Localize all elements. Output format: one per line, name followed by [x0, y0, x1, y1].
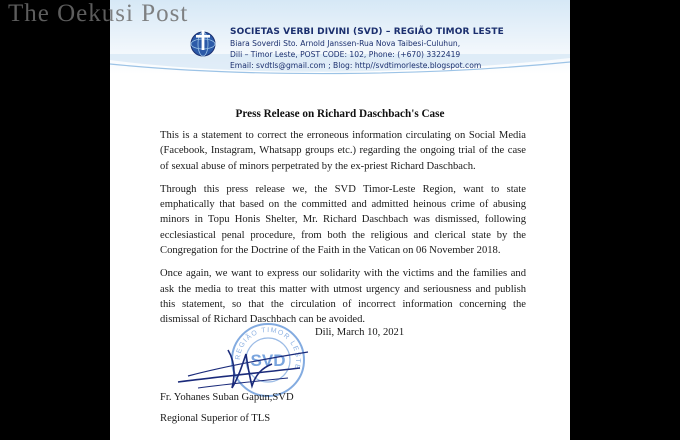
stamp-ring-text: REGIÃO TIMOR LESTE	[234, 326, 302, 371]
document-page	[110, 0, 570, 440]
svd-cross-globe-logo-icon	[188, 28, 218, 58]
organization-name: SOCIETAS VERBI DIVINI (SVD) – REGIÃO TIMOR LESTE	[230, 27, 504, 37]
signer-title: Regional Superior of TLS	[160, 413, 271, 424]
paragraph-3: Once again, we want to express our solidarity with the victims and the families and ask the media to treat this matter with utmost urgency and seriousness and publish this statement, so that the circulation of incorrect information concerning the dismissal of Richard Daschbach can be avoided.	[160, 268, 526, 326]
contact-line: Email: svdtls@gmail.com ; Blog: http//svdtimorleste.blogspot.com	[230, 61, 482, 70]
paragraph-1: This is a statement to correct the erroneous information circulating on Social Media (Facebook, Instagram, Whatsapp groups etc.) regarding the ongoing trial of the case of sexual abuse of minors perpetrated by the ex-priest Richard Daschbach.	[160, 130, 526, 172]
document-body	[160, 128, 526, 336]
watermark-text: The Oekusi Post	[8, 0, 189, 27]
letterhead-text	[230, 27, 560, 71]
document-date: Dili, March 10, 2021	[315, 327, 405, 338]
address-line-1: Biara Soverdi Sto. Arnold Janssen-Rua Nova Taibesi-Culuhun,	[230, 39, 461, 48]
signer-name: Fr. Yohanes Suban Gapun,SVD	[160, 392, 294, 403]
address-line-2: Dili – Timor Leste, POST CODE: 102, Phone: (+670) 3322419	[230, 50, 461, 59]
handwritten-signature	[168, 338, 318, 398]
stamp-text: SVD	[250, 351, 286, 370]
document-title: Press Release on Richard Daschbach's Case	[235, 108, 445, 120]
paragraph-2: Through this press release we, the SVD Timor-Leste Region, want to state emphatically that based on the committed and admitted heinous crime of abusing minors in Topu Honis Shelter, Mr. Richard Daschbach was dismissed, following ecclesiastical penal procedure, from both the religious and clerical state by the Congregation for the Doctrine of the Faith in the Vatican on 06 November 2018.	[160, 183, 526, 257]
